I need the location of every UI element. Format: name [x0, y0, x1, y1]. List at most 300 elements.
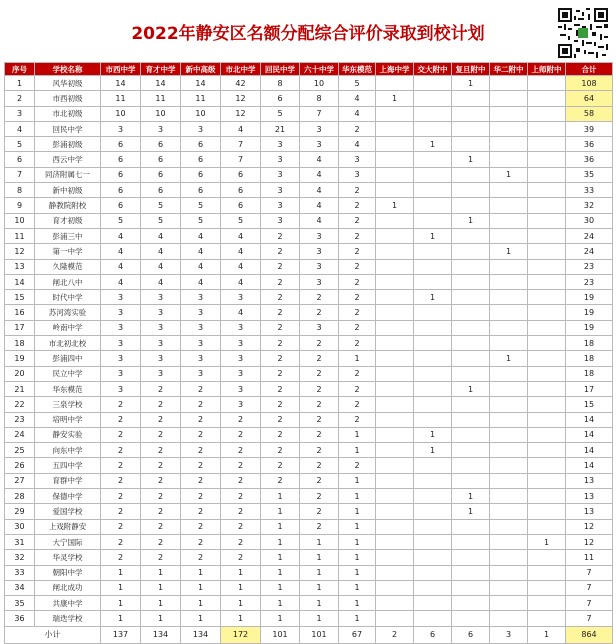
- school-name-cell: 第一中学: [35, 244, 101, 259]
- table-cell: 6: [101, 183, 141, 198]
- table-cell: 4: [141, 274, 181, 289]
- table-cell: [490, 106, 528, 121]
- table-cell: 15: [5, 290, 35, 305]
- table-cell: 2: [339, 244, 376, 259]
- table-cell: 2: [101, 489, 141, 504]
- table-cell: 1: [101, 565, 141, 580]
- table-cell: 33: [5, 565, 35, 580]
- table-cell: [414, 152, 452, 167]
- table-cell: 3: [181, 351, 221, 366]
- school-name-cell: 同济附属七一: [35, 167, 101, 182]
- row-total-cell: 19: [566, 305, 613, 320]
- table-cell: 3: [261, 198, 300, 213]
- table-cell: 2: [141, 427, 181, 442]
- table-cell: 2: [300, 504, 339, 519]
- table-cell: [376, 366, 414, 381]
- table-cell: [528, 504, 566, 519]
- table-cell: 1: [261, 550, 300, 565]
- table-cell: 1: [261, 534, 300, 549]
- table-cell: [414, 519, 452, 534]
- table-cell: [376, 381, 414, 396]
- table-cell: 17: [5, 320, 35, 335]
- table-cell: [376, 412, 414, 427]
- table-cell: 6: [221, 167, 261, 182]
- table-row: [5, 167, 613, 182]
- table-cell: 3: [181, 336, 221, 351]
- column-header: 合计: [566, 63, 613, 76]
- column-header: 上师附中: [528, 63, 566, 76]
- table-cell: 1: [261, 565, 300, 580]
- table-cell: 3: [300, 137, 339, 152]
- column-header: 华二附中: [490, 63, 528, 76]
- table-cell: 5: [261, 106, 300, 121]
- total-cell: 172: [221, 626, 261, 643]
- table-cell: [452, 244, 490, 259]
- table-cell: 2: [101, 534, 141, 549]
- table-cell: 16: [5, 305, 35, 320]
- row-total-cell: 14: [566, 412, 613, 427]
- table-cell: [414, 305, 452, 320]
- table-cell: [528, 550, 566, 565]
- table-cell: 6: [221, 198, 261, 213]
- table-cell: 14: [101, 76, 141, 91]
- table-cell: 1: [101, 596, 141, 611]
- table-cell: 4: [141, 259, 181, 274]
- table-cell: 2: [221, 534, 261, 549]
- table-cell: 2: [300, 412, 339, 427]
- table-cell: [528, 596, 566, 611]
- table-cell: [376, 259, 414, 274]
- table-cell: 1: [141, 565, 181, 580]
- table-cell: [490, 565, 528, 580]
- total-cell: 6: [452, 626, 490, 643]
- table-cell: [376, 213, 414, 228]
- table-cell: 2: [141, 397, 181, 412]
- table-cell: 2: [141, 504, 181, 519]
- table-row: [5, 106, 613, 121]
- table-cell: 4: [339, 137, 376, 152]
- table-cell: 5: [181, 198, 221, 213]
- table-cell: 1: [339, 580, 376, 595]
- table-row: [5, 320, 613, 335]
- table-cell: 2: [181, 519, 221, 534]
- table-cell: [414, 259, 452, 274]
- table-cell: [452, 106, 490, 121]
- table-cell: 2: [300, 397, 339, 412]
- table-cell: [490, 596, 528, 611]
- school-name-cell: 新中初级: [35, 183, 101, 198]
- table-cell: [490, 397, 528, 412]
- table-cell: [490, 259, 528, 274]
- table-cell: 2: [339, 381, 376, 396]
- table-cell: 2: [300, 489, 339, 504]
- table-row: [5, 76, 613, 91]
- row-total-cell: 7: [566, 596, 613, 611]
- table-cell: [376, 473, 414, 488]
- table-cell: 2: [339, 397, 376, 412]
- table-cell: 2: [141, 550, 181, 565]
- table-cell: 1: [339, 519, 376, 534]
- table-cell: 2: [181, 550, 221, 565]
- table-cell: 1: [339, 351, 376, 366]
- table-cell: 11: [141, 91, 181, 106]
- table-cell: 27: [5, 473, 35, 488]
- table-cell: 1: [339, 427, 376, 442]
- table-cell: 2: [300, 366, 339, 381]
- row-total-cell: 14: [566, 443, 613, 458]
- row-total-cell: 14: [566, 458, 613, 473]
- row-total-cell: 11: [566, 550, 613, 565]
- table-cell: 2: [101, 397, 141, 412]
- table-cell: 1: [261, 580, 300, 595]
- table-cell: 2: [221, 412, 261, 427]
- table-cell: 3: [101, 121, 141, 136]
- table-cell: 3: [261, 137, 300, 152]
- table-cell: [414, 565, 452, 580]
- table-cell: 3: [141, 336, 181, 351]
- table-cell: 6: [181, 152, 221, 167]
- table-cell: 3: [339, 167, 376, 182]
- table-cell: 3: [221, 290, 261, 305]
- table-cell: 2: [101, 458, 141, 473]
- table-cell: 3: [101, 351, 141, 366]
- row-total-cell: 36: [566, 152, 613, 167]
- row-total-cell: 19: [566, 290, 613, 305]
- table-cell: 3: [300, 274, 339, 289]
- table-cell: [414, 611, 452, 626]
- table-cell: 10: [181, 106, 221, 121]
- table-cell: [376, 550, 414, 565]
- table-cell: 2: [141, 519, 181, 534]
- table-cell: [414, 351, 452, 366]
- table-cell: [376, 534, 414, 549]
- table-cell: [490, 137, 528, 152]
- page-title: 2022年静安区名额分配综合评价录取到校计划: [131, 23, 485, 44]
- table-cell: 19: [5, 351, 35, 366]
- table-cell: [452, 351, 490, 366]
- table-cell: 7: [5, 167, 35, 182]
- row-total-cell: 12: [566, 534, 613, 549]
- table-cell: [414, 412, 452, 427]
- table-cell: [452, 320, 490, 335]
- table-cell: 10: [5, 213, 35, 228]
- table-header: [5, 63, 613, 76]
- table-row: [5, 213, 613, 228]
- table-cell: 4: [221, 228, 261, 243]
- table-cell: [490, 580, 528, 595]
- table-cell: 2: [261, 443, 300, 458]
- total-cell: 101: [300, 626, 339, 643]
- table-cell: 2: [101, 443, 141, 458]
- table-cell: [490, 76, 528, 91]
- table-cell: [490, 412, 528, 427]
- table-cell: 6: [181, 137, 221, 152]
- table-cell: 8: [5, 183, 35, 198]
- table-cell: 3: [141, 290, 181, 305]
- row-total-cell: 17: [566, 381, 613, 396]
- table-cell: [376, 152, 414, 167]
- table-cell: 30: [5, 519, 35, 534]
- table-cell: 2: [339, 290, 376, 305]
- table-cell: 2: [261, 427, 300, 442]
- table-cell: 1: [141, 596, 181, 611]
- table-cell: [528, 259, 566, 274]
- table-cell: [414, 381, 452, 396]
- table-cell: 1: [101, 611, 141, 626]
- table-cell: 4: [101, 244, 141, 259]
- table-cell: [490, 183, 528, 198]
- table-cell: [528, 121, 566, 136]
- table-cell: 9: [5, 198, 35, 213]
- table-cell: [376, 443, 414, 458]
- table-cell: 3: [300, 244, 339, 259]
- table-cell: 4: [221, 259, 261, 274]
- school-name-cell: 彭浦三中: [35, 228, 101, 243]
- table-cell: 4: [5, 121, 35, 136]
- table-cell: 2: [141, 534, 181, 549]
- table-cell: [452, 550, 490, 565]
- table-cell: 2: [300, 305, 339, 320]
- table-cell: 1: [221, 611, 261, 626]
- table-cell: [414, 397, 452, 412]
- table-cell: [414, 213, 452, 228]
- table-cell: [452, 121, 490, 136]
- table-cell: 2: [339, 412, 376, 427]
- table-cell: [528, 473, 566, 488]
- table-cell: 3: [141, 320, 181, 335]
- table-cell: 6: [181, 167, 221, 182]
- table-cell: 3: [300, 228, 339, 243]
- table-cell: 2: [261, 473, 300, 488]
- table-cell: [376, 611, 414, 626]
- table-cell: 3: [221, 320, 261, 335]
- total-cell: 1: [528, 626, 566, 643]
- table-cell: [376, 228, 414, 243]
- table-cell: 2: [339, 121, 376, 136]
- table-cell: 2: [221, 458, 261, 473]
- table-cell: 3: [221, 336, 261, 351]
- table-cell: 2: [141, 381, 181, 396]
- table-row: [5, 565, 613, 580]
- column-header: 新中高级: [181, 63, 221, 76]
- table-cell: 6: [141, 167, 181, 182]
- table-cell: [528, 198, 566, 213]
- table-cell: 5: [101, 213, 141, 228]
- table-cell: [452, 366, 490, 381]
- table-cell: 1: [339, 565, 376, 580]
- table-cell: 4: [181, 244, 221, 259]
- total-cell: 134: [181, 626, 221, 643]
- table-cell: 1: [452, 76, 490, 91]
- table-cell: 4: [101, 274, 141, 289]
- column-header: 上海中学: [376, 63, 414, 76]
- column-header: 六十中学: [300, 63, 339, 76]
- table-row: [5, 351, 613, 366]
- table-cell: [452, 91, 490, 106]
- table-cell: 2: [300, 519, 339, 534]
- table-cell: 2: [101, 504, 141, 519]
- table-cell: 6: [221, 183, 261, 198]
- table-cell: 3: [300, 259, 339, 274]
- table-cell: 1: [261, 596, 300, 611]
- table-cell: 10: [141, 106, 181, 121]
- table-cell: 2: [221, 443, 261, 458]
- table-cell: 2: [141, 443, 181, 458]
- total-row: [5, 626, 613, 643]
- table-cell: [414, 596, 452, 611]
- table-cell: 4: [339, 91, 376, 106]
- table-cell: 2: [261, 397, 300, 412]
- table-cell: 4: [221, 121, 261, 136]
- table-cell: [490, 458, 528, 473]
- table-cell: [414, 580, 452, 595]
- school-name-cell: 市北初北校: [35, 336, 101, 351]
- table-cell: 2: [300, 443, 339, 458]
- table-cell: [452, 290, 490, 305]
- table-cell: 5: [141, 213, 181, 228]
- table-cell: 2: [300, 473, 339, 488]
- table-cell: 2: [221, 504, 261, 519]
- table-cell: [490, 550, 528, 565]
- table-cell: [452, 565, 490, 580]
- table-cell: [528, 228, 566, 243]
- table-row: [5, 427, 613, 442]
- table-cell: [452, 611, 490, 626]
- table-cell: 2: [181, 381, 221, 396]
- table-cell: [452, 473, 490, 488]
- table-cell: 1: [300, 580, 339, 595]
- table-cell: 2: [101, 473, 141, 488]
- table-cell: 2: [339, 305, 376, 320]
- school-name-cell: 朝阳中学: [35, 565, 101, 580]
- table-cell: 5: [5, 137, 35, 152]
- school-name-cell: 苏河湾实验: [35, 305, 101, 320]
- table-cell: 12: [221, 106, 261, 121]
- table-cell: [414, 183, 452, 198]
- table-cell: 3: [101, 381, 141, 396]
- school-name-cell: 市西初级: [35, 91, 101, 106]
- table-cell: 29: [5, 504, 35, 519]
- table-cell: [528, 519, 566, 534]
- table-cell: 3: [101, 320, 141, 335]
- table-cell: 3: [221, 366, 261, 381]
- table-cell: 1: [261, 504, 300, 519]
- table-cell: 3: [101, 290, 141, 305]
- table-cell: 2: [261, 336, 300, 351]
- table-cell: 2: [261, 366, 300, 381]
- table-row: [5, 336, 613, 351]
- table-row: [5, 91, 613, 106]
- table-cell: 26: [5, 458, 35, 473]
- table-cell: 2: [141, 473, 181, 488]
- table-cell: 2: [181, 412, 221, 427]
- table-cell: 2: [261, 412, 300, 427]
- table-cell: [490, 443, 528, 458]
- table-cell: 6: [141, 152, 181, 167]
- table-cell: [490, 290, 528, 305]
- table-cell: 12: [5, 244, 35, 259]
- table-row: [5, 443, 613, 458]
- school-name-cell: 瑞迭学校: [35, 611, 101, 626]
- table-cell: [528, 611, 566, 626]
- table-cell: 3: [141, 305, 181, 320]
- row-total-cell: 36: [566, 137, 613, 152]
- table-cell: 2: [261, 290, 300, 305]
- table-cell: 2: [339, 274, 376, 289]
- table-cell: [528, 458, 566, 473]
- table-cell: 2: [101, 412, 141, 427]
- table-cell: 1: [141, 611, 181, 626]
- table-cell: 23: [5, 412, 35, 427]
- table-row: [5, 183, 613, 198]
- table-cell: [528, 565, 566, 580]
- table-cell: 6: [101, 137, 141, 152]
- table-cell: 1: [452, 381, 490, 396]
- table-cell: [490, 427, 528, 442]
- table-cell: 2: [5, 91, 35, 106]
- table-cell: 4: [221, 305, 261, 320]
- row-total-cell: 13: [566, 473, 613, 488]
- table-cell: 11: [5, 228, 35, 243]
- table-cell: 1: [181, 565, 221, 580]
- table-cell: [490, 228, 528, 243]
- table-row: [5, 489, 613, 504]
- table-cell: [414, 458, 452, 473]
- school-name-cell: 保德中学: [35, 489, 101, 504]
- table-cell: 2: [181, 443, 221, 458]
- table-cell: 2: [339, 320, 376, 335]
- table-cell: 4: [181, 259, 221, 274]
- table-cell: 1: [490, 351, 528, 366]
- row-total-cell: 32: [566, 198, 613, 213]
- table-cell: 3: [5, 106, 35, 121]
- table-cell: [452, 137, 490, 152]
- table-cell: 2: [339, 183, 376, 198]
- table-cell: [376, 397, 414, 412]
- table-cell: 1: [490, 244, 528, 259]
- table-cell: [414, 489, 452, 504]
- row-total-cell: 12: [566, 519, 613, 534]
- table-row: [5, 121, 613, 136]
- column-header: 市西中学: [101, 63, 141, 76]
- row-total-cell: 18: [566, 351, 613, 366]
- table-cell: 1: [339, 611, 376, 626]
- table-cell: [528, 381, 566, 396]
- table-cell: 7: [300, 106, 339, 121]
- school-name-cell: 三泉学校: [35, 397, 101, 412]
- table-cell: [528, 290, 566, 305]
- table-cell: [414, 106, 452, 121]
- school-name-cell: 培明中学: [35, 412, 101, 427]
- row-total-cell: 19: [566, 320, 613, 335]
- table-cell: 2: [300, 336, 339, 351]
- school-name-cell: 大宁国际: [35, 534, 101, 549]
- table-cell: 3: [300, 121, 339, 136]
- table-cell: 24: [5, 427, 35, 442]
- table-cell: 5: [141, 198, 181, 213]
- table-cell: 1: [339, 473, 376, 488]
- table-cell: 1: [261, 519, 300, 534]
- table-cell: 6: [141, 137, 181, 152]
- table-cell: [528, 167, 566, 182]
- table-cell: [452, 228, 490, 243]
- school-name-cell: 向东中学: [35, 443, 101, 458]
- table-cell: 1: [339, 443, 376, 458]
- table-cell: 32: [5, 550, 35, 565]
- row-total-cell: 58: [566, 106, 613, 121]
- school-name-cell: 静安实验: [35, 427, 101, 442]
- table-row: [5, 473, 613, 488]
